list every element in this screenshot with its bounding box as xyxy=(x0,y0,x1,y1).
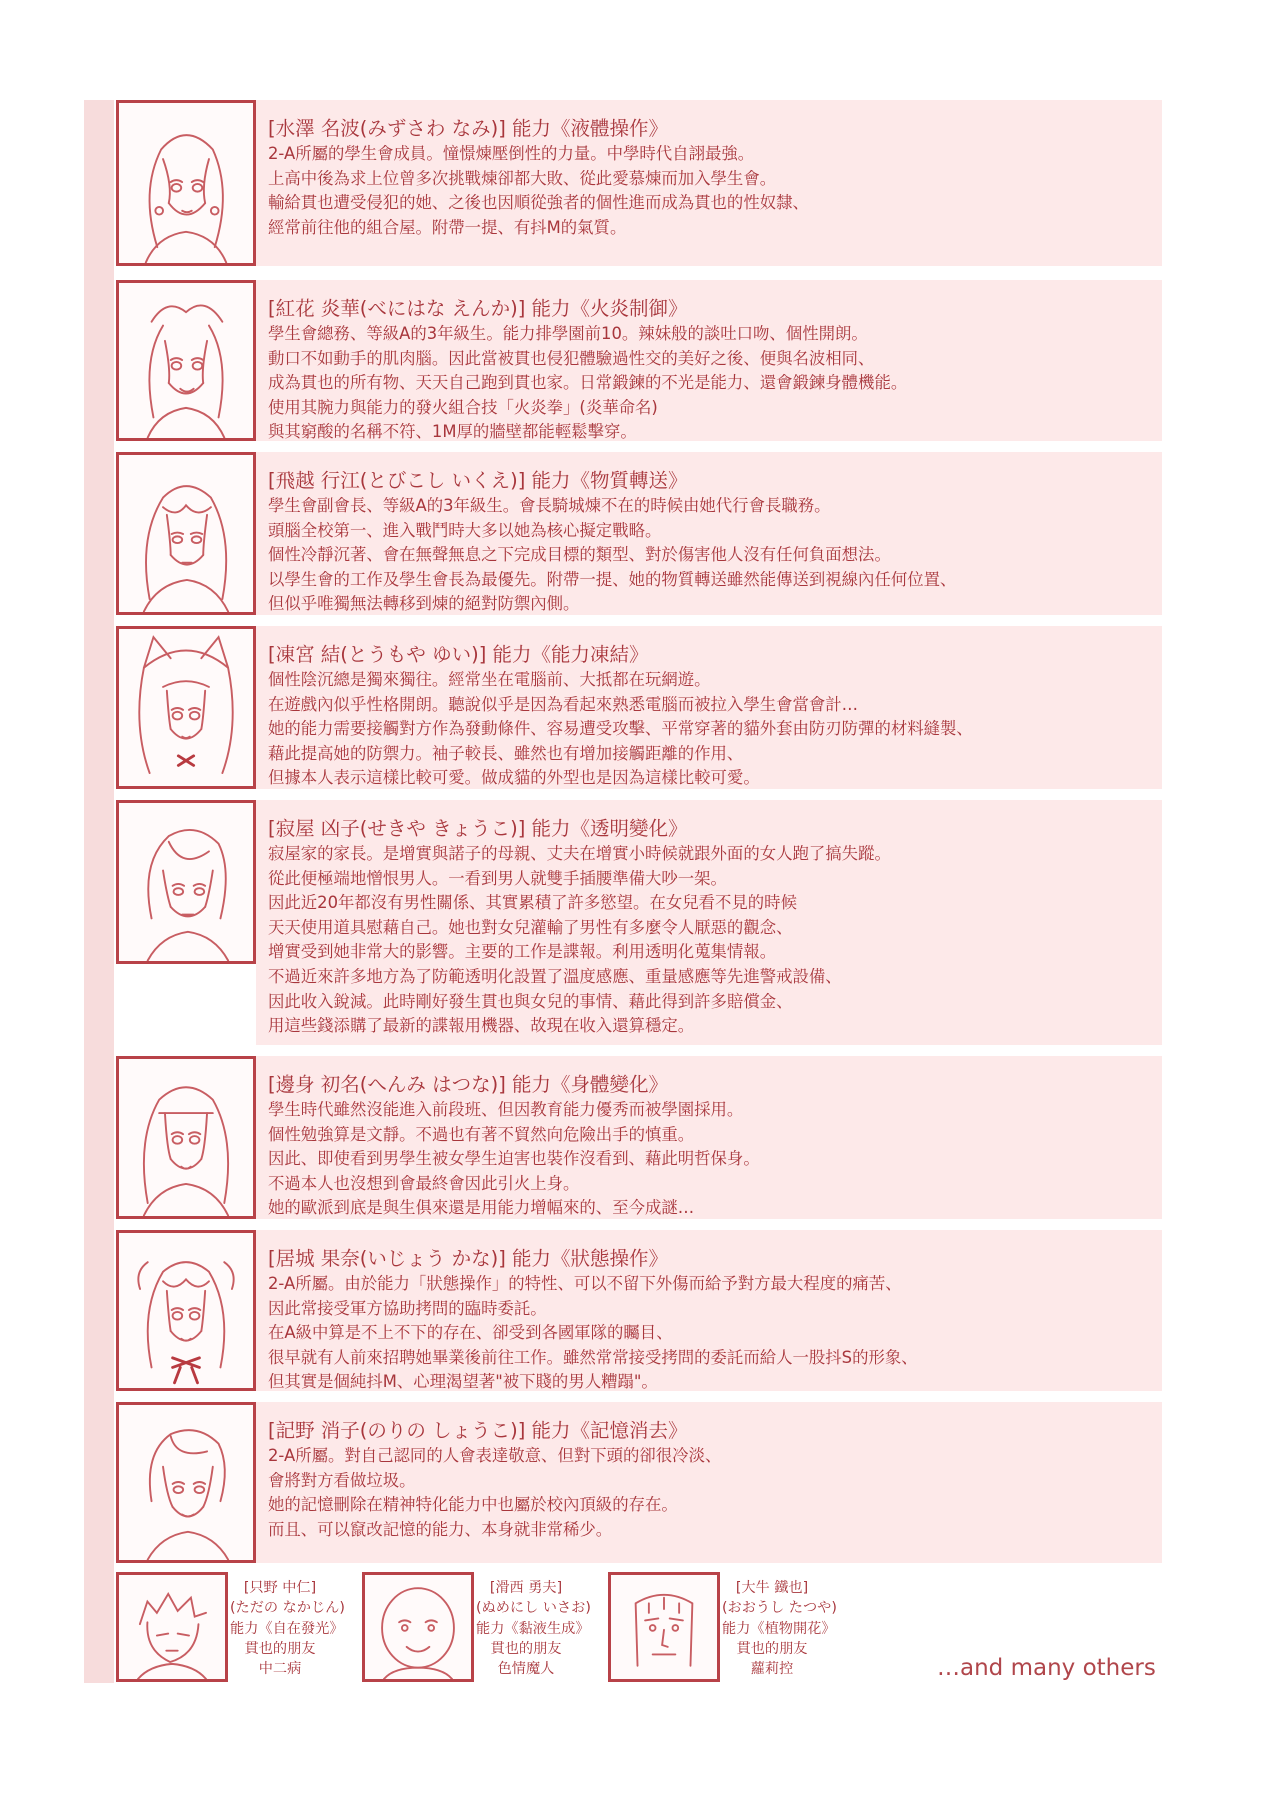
portrait-benihana xyxy=(116,280,256,441)
description-line: 頭腦全校第一、進入戰鬥時大多以她為核心擬定戰略。 xyxy=(268,520,662,540)
description-line: 不過本人也沒想到會最終會因此引火上身。 xyxy=(268,1173,580,1193)
description-line: 寂屋家的家長。是增實與諾子的母親、丈夫在增實小時候就跟外面的女人跑了搞失蹤。 xyxy=(268,844,891,863)
description-line: 因此近20年都沒有男性關係、其實累積了許多慾望。在女兒看不見的時候 xyxy=(268,893,797,913)
character-name-title: [記野 消子(のりの しょうこ)] 能力《記憶消去》 xyxy=(268,1419,688,1442)
description-henmi xyxy=(256,1056,1162,1219)
description-line: 在遊戲內似乎性格開朗。聽說似乎是因為看起來熟悉電腦而被拉入學生會當會計… xyxy=(268,694,859,714)
description-line: 用這些錢添購了最新的諜報用機器、故現在收入還算穩定。 xyxy=(268,1016,695,1036)
description-line: 因此常接受軍方協助拷問的臨時委託。 xyxy=(268,1298,547,1318)
description-line: 2-A所屬的學生會成員。憧憬煉壓倒性的力量。中學時代自詡最強。 xyxy=(268,144,755,163)
description-line: 而且、可以竄改記憶的能力、本身就非常稀少。 xyxy=(268,1519,613,1539)
and-many-others-caption: …and many others xyxy=(937,1655,1156,1681)
description-line: 因此、即使看到男學生被女學生迫害也裝作沒看到、藉此明哲保身。 xyxy=(268,1149,760,1169)
portrait-henmi xyxy=(116,1056,256,1219)
character-name-title: [飛越 行江(とびこし いくえ)] 能力《物質轉送》 xyxy=(268,469,688,492)
character-name-title: [寂屋 凶子(せきや きょうこ)] 能力《透明變化》 xyxy=(268,817,688,840)
description-line: 2-A所屬。對自己認同的人會表達敬意、但對下頭的卻很冷淡、 xyxy=(268,1446,722,1465)
description-line: 會將對方看做垃圾。 xyxy=(268,1470,416,1490)
description-line: 2-A所屬。由於能力「狀態操作」的特性、可以不留下外傷而給予對方最大程度的痛苦、 xyxy=(268,1274,902,1293)
description-line: 從此便極端地憎恨男人。一看到男人就雙手插腰準備大吵一架。 xyxy=(268,868,727,888)
portrait-sekiya xyxy=(116,800,256,964)
minor-character-line: [只野 中仁] xyxy=(243,1580,317,1596)
description-line: 她的能力需要接觸對方作為發動條件、容易遭受攻擊、平常穿著的貓外套由防刃防彈的材料縫製、 xyxy=(268,719,973,739)
description-line: 但其實是個純抖M、心理渴望著"被下賤的男人糟蹋"。 xyxy=(268,1372,658,1392)
description-line: 個性勉強算是文靜。不過也有著不貿然向危險出手的慎重。 xyxy=(268,1124,695,1144)
minor-character-line: (ぬめにし いさお) xyxy=(476,1600,591,1617)
minor-character-tadano xyxy=(230,1578,345,1679)
description-ijou xyxy=(256,1230,1162,1391)
character-name-title: [凍宮 結(とうもや ゆい)] 能力《能力凍結》 xyxy=(268,643,649,666)
minor-character-numenishi xyxy=(476,1578,591,1679)
description-toumoya xyxy=(256,626,1162,789)
portrait-tadano xyxy=(116,1572,228,1682)
portrait-tobikoshi xyxy=(116,452,256,615)
portrait-norino xyxy=(116,1402,256,1563)
portrait-numenishi xyxy=(362,1572,474,1682)
description-line: 經常前往他的組合屋。附帶一提、有抖M的氣質。 xyxy=(268,217,627,237)
description-line: 輸給貫也遭受侵犯的她、之後也因順從強者的個性進而成為貫也的性奴隸、 xyxy=(268,193,809,213)
description-line: 以學生會的工作及學生會長為最優先。附帶一提、她的物質轉送雖然能傳送到視線內任何位置、 xyxy=(268,569,957,589)
portrait-toumoya xyxy=(116,626,256,789)
left-accent-bar xyxy=(84,100,114,1683)
minor-character-line: 能力《自在發光》 xyxy=(230,1620,344,1637)
description-line: 她的記憶刪除在精神特化能力中也屬於校內頂級的存在。 xyxy=(268,1495,678,1515)
description-line: 學生時代雖然沒能進入前段班、但因教育能力優秀而被學園採用。 xyxy=(268,1100,744,1119)
minor-character-line: 貫也的朋友 xyxy=(490,1640,562,1657)
description-line: 成為貫也的所有物、天天自己跑到貫也家。日常鍛鍊的不光是能力、還會鍛鍊身體機能。 xyxy=(268,373,908,393)
description-line: 但似乎唯獨無法轉移到煉的絕對防禦內側。 xyxy=(268,594,580,614)
description-line: 但據本人表示這樣比較可愛。做成貓的外型也是因為這樣比較可愛。 xyxy=(268,768,760,788)
minor-character-line: 色情魔人 xyxy=(497,1661,555,1678)
description-benihana xyxy=(256,280,1162,441)
character-name-title: [邊身 初名(へんみ はつな)] 能力《身體變化》 xyxy=(268,1073,669,1096)
minor-character-line: 中二病 xyxy=(258,1661,302,1678)
minor-character-line: 能力《植物開花》 xyxy=(722,1620,836,1637)
description-line: 與其窮酸的名稱不符、1M厚的牆壁都能輕鬆擊穿。 xyxy=(268,422,637,442)
description-line: 上高中後為求上位曾多次挑戰煉卻都大敗、從此愛慕煉而加入學生會。 xyxy=(268,168,777,188)
minor-character-line: (おおうし たつや) xyxy=(722,1600,837,1617)
minor-character-line: 貫也的朋友 xyxy=(244,1640,316,1657)
portrait-ijou xyxy=(116,1230,256,1391)
minor-character-line: 貫也的朋友 xyxy=(736,1640,808,1657)
description-line: 不過近來許多地方為了防範透明化設置了溫度感應、重量感應等先進警戒設備、 xyxy=(268,966,842,986)
description-line: 藉此提高她的防禦力。袖子較長、雖然也有增加接觸距離的作用、 xyxy=(268,743,744,763)
character-name-title: [居城 果奈(いじょう かな)] 能力《狀態操作》 xyxy=(268,1247,669,1270)
description-line: 個性冷靜沉著、會在無聲無息之下完成目標的類型、對於傷害他人沒有任何負面想法。 xyxy=(268,545,891,565)
description-line: 個性陰沉總是獨來獨往。經常坐在電腦前、大抵都在玩網遊。 xyxy=(268,670,711,689)
description-line: 天天使用道具慰藉自己。她也對女兒灌輸了男性有多麼令人厭惡的觀念、 xyxy=(268,917,793,937)
portrait-oushi xyxy=(608,1572,720,1682)
portrait-mizusawa xyxy=(116,100,256,266)
minor-character-oushi xyxy=(722,1578,837,1679)
minor-character-line: [滑西 勇夫] xyxy=(489,1580,563,1596)
description-line: 學生會副會長、等級A的3年級生。會長騎城煉不在的時候由她代行會長職務。 xyxy=(268,496,831,515)
description-line: 增實受到她非常大的影響。主要的工作是諜報。利用透明化蒐集情報。 xyxy=(268,942,777,962)
description-sekiya xyxy=(256,800,1162,1045)
minor-character-line: 蘿莉控 xyxy=(750,1661,794,1678)
minor-character-line: (ただの なかじん) xyxy=(230,1600,345,1617)
description-line: 她的歐派到底是與生俱來還是用能力增幅來的、至今成謎… xyxy=(268,1198,695,1218)
description-tobikoshi xyxy=(256,452,1162,615)
minor-character-line: 能力《黏液生成》 xyxy=(476,1620,590,1637)
description-norino xyxy=(256,1402,1162,1563)
description-line: 在A級中算是不上不下的存在、卻受到各國軍隊的矚目、 xyxy=(268,1323,673,1343)
description-line: 因此收入銳減。此時剛好發生貫也與女兒的事情、藉此得到許多賠償金、 xyxy=(268,991,793,1011)
description-line: 學生會總務、等級A的3年級生。能力排學園前10。辣妹般的談吐口吻、個性開朗。 xyxy=(268,324,868,343)
minor-character-line: [大牛 鐵也] xyxy=(735,1580,809,1596)
description-line: 動口不如動手的肌肉腦。因此當被貫也侵犯體驗過性交的美好之後、便與名波相同、 xyxy=(268,348,875,368)
description-mizusawa xyxy=(256,100,1162,266)
description-line: 使用其腕力與能力的發火組合技「火炎拳」(炎華命名) xyxy=(268,397,658,417)
character-name-title: [紅花 炎華(べにはな えんか)] 能力《火炎制御》 xyxy=(268,297,688,320)
description-line: 很早就有人前來招聘她畢業後前往工作。雖然常常接受拷問的委託而給人一股抖S的形象、 xyxy=(268,1347,918,1367)
character-name-title: [水澤 名波(みずさわ なみ)] 能力《液體操作》 xyxy=(268,117,669,140)
